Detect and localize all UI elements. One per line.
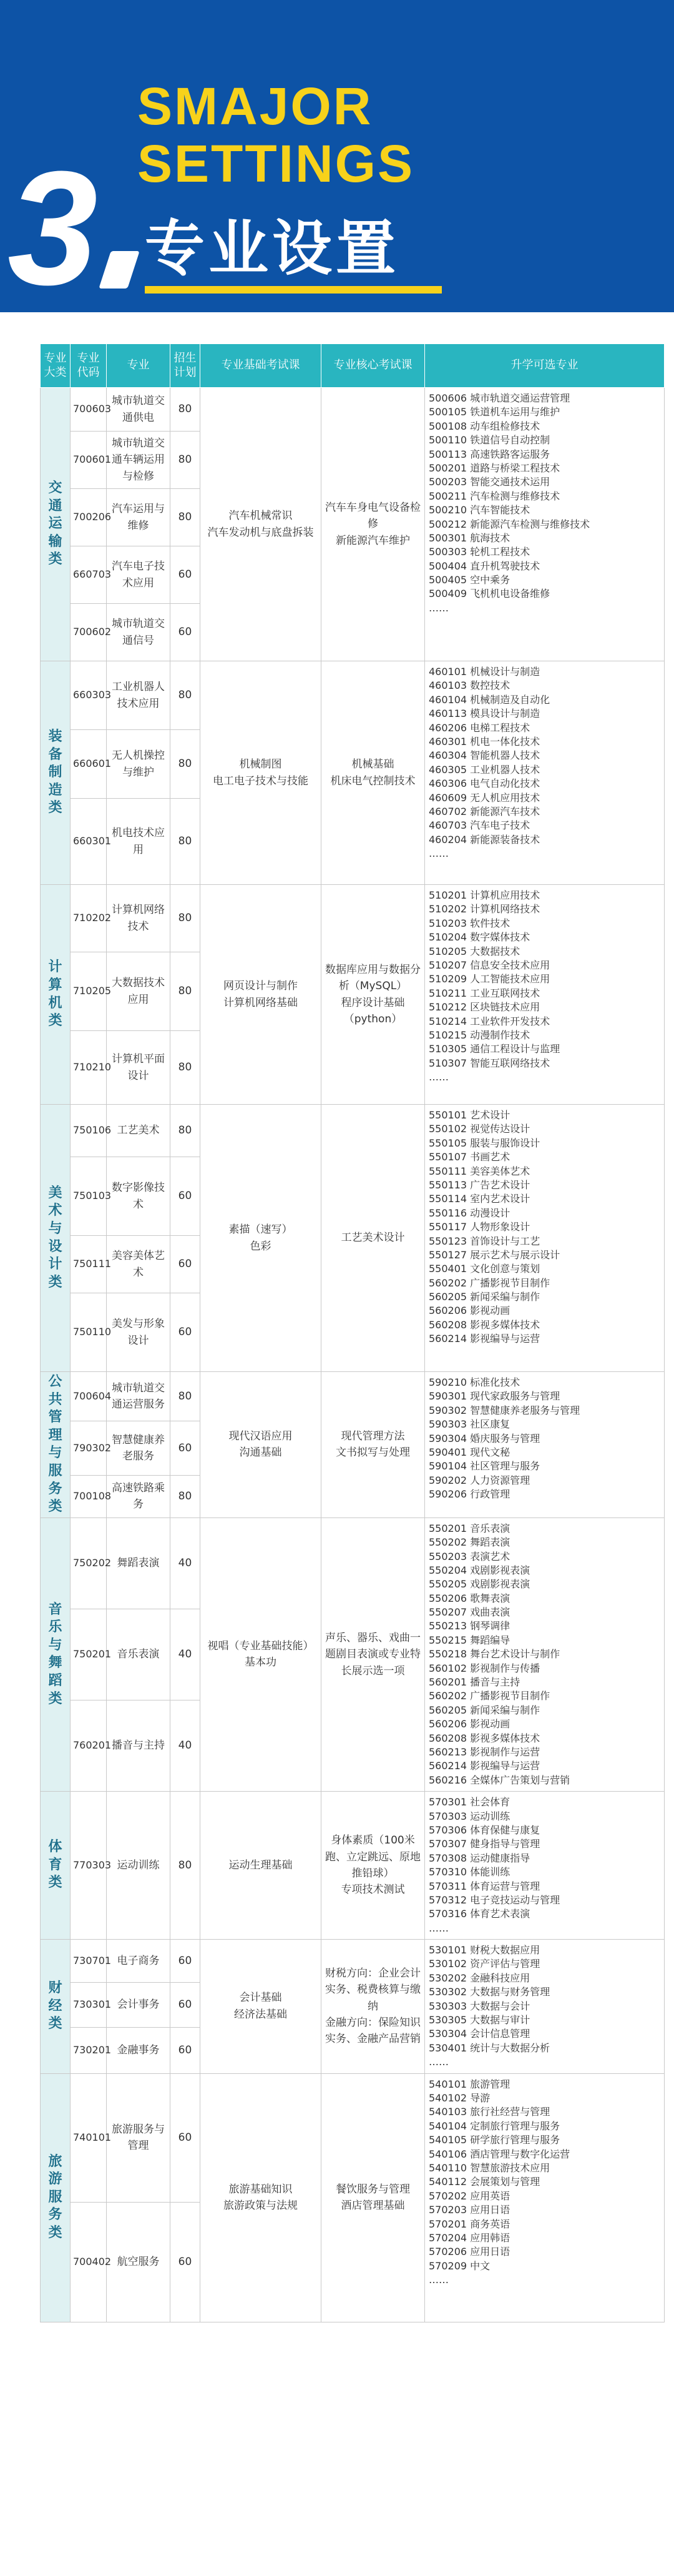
major-name: 舞蹈表演 <box>107 1517 170 1609</box>
major-name: 数字影像技术 <box>107 1157 170 1236</box>
upgrade-major-item: 560208 影视多媒体技术 <box>429 1732 540 1744</box>
category-name: 装备制造类 <box>48 729 62 816</box>
major-code: 700402 <box>71 2202 107 2322</box>
core-course: 财税方向：企业会计实务、税费核算与缴纳 金融方向：保险知识实务、金融产品营销 <box>321 1940 425 2074</box>
decorative-comma <box>99 251 139 289</box>
category-cell <box>41 388 71 661</box>
foundation-course: 素描（速写） 色彩 <box>200 1105 321 1372</box>
major-name: 城市轨道交通信号 <box>107 604 170 661</box>
upgrade-major-item: 590303 社区康复 <box>429 1418 510 1431</box>
upgrade-majors-cell <box>425 1105 665 1372</box>
upgrade-major-item: 570311 体育运营与管理 <box>429 1880 540 1892</box>
upgrade-major-item: 500108 动车组检修技术 <box>429 420 540 432</box>
table-row <box>41 1372 665 1421</box>
category-cell <box>41 2073 71 2322</box>
upgrade-major-item: 500409 飞机机电设备维修 <box>429 588 550 600</box>
upgrade-major-item: 550204 戏剧影视表演 <box>429 1564 530 1576</box>
upgrade-major-item: 500105 铁道机车运用与维护 <box>429 406 560 418</box>
upgrade-majors-cell <box>425 1940 665 2074</box>
upgrade-major-item: 570312 电子竞技运动与管理 <box>429 1893 560 1906</box>
table-header-row <box>41 344 665 388</box>
foundation-course: 运动生理基础 <box>200 1792 321 1940</box>
upgrade-major-item: 540104 定制旅行管理与服务 <box>429 2120 560 2132</box>
enrollment-plan: 80 <box>170 952 200 1031</box>
upgrade-major-item: 500606 城市轨道交通运营管理 <box>429 392 570 404</box>
enrollment-plan: 80 <box>170 799 200 885</box>
upgrade-major-item: 560214 影视编导与运营 <box>429 1760 540 1772</box>
upgrade-major-item: …… <box>429 2274 449 2286</box>
category-name: 体育类 <box>48 1839 62 1891</box>
major-code: 750201 <box>71 1609 107 1700</box>
enrollment-plan: 80 <box>170 1792 200 1940</box>
foundation-course: 视唱（专业基础技能） 基本功 <box>200 1517 321 1791</box>
upgrade-major-item: 510215 动漫制作技术 <box>429 1029 530 1041</box>
upgrade-major-item: 590301 现代家政服务与管理 <box>429 1390 560 1403</box>
upgrade-major-item: 560205 新闻采编与制作 <box>429 1291 540 1303</box>
category-name: 财经类 <box>48 1980 62 2032</box>
major-code: 700603 <box>71 388 107 432</box>
major-name: 航空服务 <box>107 2202 170 2322</box>
category-name: 计算机类 <box>48 959 62 1029</box>
upgrade-major-item: 460104 机械制造及自动化 <box>429 693 550 706</box>
enrollment-plan: 80 <box>170 1105 200 1157</box>
upgrade-major-item: 500210 汽车智能技术 <box>429 504 530 516</box>
upgrade-major-item: 550102 视觉传达设计 <box>429 1123 530 1135</box>
upgrade-major-item: 530101 财税大数据应用 <box>429 1944 540 1957</box>
upgrade-major-item: 510212 区块链技术应用 <box>429 1001 540 1014</box>
upgrade-major-item: 550111 美容美体艺术 <box>429 1165 530 1177</box>
upgrade-major-item: 560205 新闻采编与制作 <box>429 1704 540 1716</box>
upgrade-major-item: 550206 歌舞表演 <box>429 1592 510 1604</box>
major-name: 城市轨道交通供电 <box>107 388 170 432</box>
major-code: 750111 <box>71 1236 107 1293</box>
upgrade-major-item: 510214 工业软件开发技术 <box>429 1015 550 1027</box>
major-code: 700604 <box>71 1372 107 1421</box>
column-header: 专业代码 <box>71 344 107 388</box>
upgrade-major-item: 570316 体育艺术表演 <box>429 1908 530 1920</box>
major-code: 730701 <box>71 1940 107 1983</box>
upgrade-major-item: 550105 服装与服饰设计 <box>429 1137 540 1149</box>
enrollment-plan: 80 <box>170 1475 200 1517</box>
upgrade-majors-cell <box>425 1372 665 1518</box>
enrollment-plan: 40 <box>170 1609 200 1700</box>
upgrade-major-item: 570206 应用日语 <box>429 2246 510 2258</box>
upgrade-major-item: 560202 广播影视节目制作 <box>429 1690 550 1702</box>
major-code: 750110 <box>71 1293 107 1372</box>
upgrade-major-item: 570308 运动健康指导 <box>429 1852 530 1864</box>
upgrade-major-item: 550202 舞蹈表演 <box>429 1536 510 1549</box>
category-cell <box>41 1792 71 1940</box>
upgrade-major-item: 550203 表演艺术 <box>429 1550 510 1562</box>
major-code: 770303 <box>71 1792 107 1940</box>
upgrade-major-item: 530401 统计与大数据分析 <box>429 2041 550 2054</box>
upgrade-major-item: 570301 社会体育 <box>429 1796 510 1809</box>
upgrade-major-item: 530102 资产评估与管理 <box>429 1958 540 1970</box>
upgrade-major-item: …… <box>429 2056 449 2068</box>
upgrade-majors-cell <box>425 1517 665 1791</box>
enrollment-plan: 80 <box>170 489 200 546</box>
column-header: 招生计划 <box>170 344 200 388</box>
enrollment-plan: 80 <box>170 885 200 952</box>
major-name: 汽车电子技术应用 <box>107 546 170 604</box>
upgrade-major-item: 560201 播音与主持 <box>429 1676 520 1689</box>
upgrade-major-item: 560206 影视动画 <box>429 1305 510 1317</box>
category-name: 音乐与舞蹈类 <box>48 1601 62 1707</box>
enrollment-plan: 60 <box>170 1421 200 1475</box>
category-cell <box>41 885 71 1105</box>
core-course: 汽车车身电气设备检修 新能源汽车维护 <box>321 388 425 661</box>
enrollment-plan: 60 <box>170 1983 200 2028</box>
category-name: 美术与设计类 <box>48 1185 62 1290</box>
upgrade-major-item: 540102 导游 <box>429 2091 491 2104</box>
upgrade-major-item: 530302 大数据与财务管理 <box>429 1986 550 1998</box>
table-row <box>41 1940 665 1983</box>
upgrade-major-item: 510307 智能互联网络技术 <box>429 1057 550 1069</box>
upgrade-major-item: …… <box>429 847 449 860</box>
upgrade-major-item: 550116 动漫设计 <box>429 1207 510 1219</box>
major-name: 电子商务 <box>107 1940 170 1983</box>
table-row <box>41 885 665 952</box>
upgrade-major-item: 510209 人工智能技术应用 <box>429 973 550 985</box>
upgrade-major-item: 500201 道路与桥梁工程技术 <box>429 461 560 474</box>
table-row <box>41 388 665 432</box>
major-code: 710202 <box>71 885 107 952</box>
major-code: 660301 <box>71 799 107 885</box>
major-name: 工艺美术 <box>107 1105 170 1157</box>
header-title-en-line2: SETTINGS <box>137 134 415 193</box>
section-title: 专业设置 <box>145 214 399 284</box>
upgrade-majors-cell <box>425 661 665 885</box>
major-name: 播音与主持 <box>107 1700 170 1792</box>
upgrade-major-item: 550127 展示艺术与展示设计 <box>429 1248 560 1261</box>
upgrade-major-item: 550205 戏剧影视表演 <box>429 1578 530 1591</box>
core-course: 工艺美术设计 <box>321 1105 425 1372</box>
upgrade-major-item: …… <box>429 1922 449 1934</box>
upgrade-major-item: 510203 软件技术 <box>429 917 510 929</box>
upgrade-major-item: 530305 大数据与审计 <box>429 2014 530 2026</box>
upgrade-major-item: 560216 全媒体广告策划与营销 <box>429 1774 570 1786</box>
upgrade-major-item: 460609 无人机应用技术 <box>429 791 540 804</box>
major-name: 美发与形象设计 <box>107 1293 170 1372</box>
foundation-course: 旅游基础知识 旅游政策与法规 <box>200 2073 321 2322</box>
upgrade-major-item: 460101 机械设计与制造 <box>429 666 540 678</box>
major-name: 高速铁路乘务 <box>107 1475 170 1517</box>
upgrade-major-item: 550207 戏曲表演 <box>429 1606 510 1619</box>
upgrade-major-item: 460304 智能机器人技术 <box>429 749 540 762</box>
upgrade-major-item: 460305 工业机器人技术 <box>429 763 540 776</box>
enrollment-plan: 60 <box>170 2027 200 2073</box>
upgrade-major-item: 510201 计算机应用技术 <box>429 889 540 901</box>
upgrade-major-item: 560213 影视制作与运营 <box>429 1746 540 1758</box>
enrollment-plan: 60 <box>170 546 200 604</box>
upgrade-major-item: 530304 会计信息管理 <box>429 2028 530 2040</box>
category-cell <box>41 1517 71 1791</box>
enrollment-plan: 60 <box>170 1940 200 1983</box>
upgrade-major-item: 460103 数控技术 <box>429 679 510 692</box>
upgrade-major-item: 460306 电气自动化技术 <box>429 777 540 790</box>
major-name: 音乐表演 <box>107 1609 170 1700</box>
upgrade-major-item: 570204 应用韩语 <box>429 2231 510 2244</box>
upgrade-major-item: 510211 工业互联网技术 <box>429 987 540 999</box>
category-name: 旅游服务类 <box>48 2153 62 2241</box>
upgrade-major-item: 460703 汽车电子技术 <box>429 819 530 832</box>
upgrade-major-item: 570203 应用日语 <box>429 2204 510 2216</box>
enrollment-plan: 80 <box>170 1031 200 1105</box>
major-name: 大数据技术应用 <box>107 952 170 1031</box>
major-code: 730201 <box>71 2027 107 2073</box>
upgrade-major-item: 560202 广播影视节目制作 <box>429 1276 550 1289</box>
upgrade-major-item: 550218 舞台艺术设计与制作 <box>429 1648 560 1661</box>
major-name: 汽车运用与维修 <box>107 489 170 546</box>
table-row <box>41 661 665 730</box>
major-name: 计算机平面设计 <box>107 1031 170 1105</box>
upgrade-major-item: 500303 轮机工程技术 <box>429 546 530 558</box>
column-header: 专业大类 <box>41 344 71 388</box>
upgrade-major-item: …… <box>429 1071 449 1083</box>
major-code: 660703 <box>71 546 107 604</box>
table-row <box>41 1792 665 1940</box>
enrollment-plan: 80 <box>170 388 200 432</box>
upgrade-major-item: 550101 艺术设计 <box>429 1109 510 1121</box>
section-number: 3 <box>7 138 98 312</box>
upgrade-major-item: …… <box>429 601 449 614</box>
core-course: 餐饮服务与管理 酒店管理基础 <box>321 2073 425 2322</box>
major-name: 机电技术应用 <box>107 799 170 885</box>
upgrade-major-item: 560208 影视多媒体技术 <box>429 1318 540 1331</box>
major-name: 美容美体艺术 <box>107 1236 170 1293</box>
enrollment-plan: 60 <box>170 1236 200 1293</box>
upgrade-major-item: 550123 首饰设计与工艺 <box>429 1235 540 1247</box>
foundation-course: 会计基础 经济法基础 <box>200 1940 321 2074</box>
upgrade-major-item: 460702 新能源汽车技术 <box>429 805 540 817</box>
page-header <box>0 0 674 312</box>
category-cell <box>41 1105 71 1372</box>
major-name: 无人机操控与维护 <box>107 730 170 799</box>
column-header: 专业核心考试课 <box>321 344 425 388</box>
major-name: 旅游服务与管理 <box>107 2073 170 2202</box>
upgrade-major-item: 560206 影视动画 <box>429 1718 510 1730</box>
enrollment-plan: 60 <box>170 1293 200 1372</box>
major-name: 会计事务 <box>107 1983 170 2028</box>
major-code: 750106 <box>71 1105 107 1157</box>
major-code: 750202 <box>71 1517 107 1609</box>
upgrade-major-item: 500405 空中乘务 <box>429 574 510 586</box>
upgrade-majors-cell <box>425 1792 665 1940</box>
upgrade-major-item: 500212 新能源汽车检测与维修技术 <box>429 518 590 530</box>
upgrade-major-item: 540110 智慧旅游技术应用 <box>429 2161 550 2174</box>
upgrade-majors-cell <box>425 2073 665 2322</box>
category-cell <box>41 1372 71 1518</box>
upgrade-major-item: 550213 钢琴调律 <box>429 1620 510 1632</box>
upgrade-major-item: 570306 体育保健与康复 <box>429 1823 540 1836</box>
upgrade-major-item: 500203 智能交通技术运用 <box>429 476 550 488</box>
core-course: 现代管理方法 文书拟写与处理 <box>321 1372 425 1518</box>
core-course: 机械基础 机床电气控制技术 <box>321 661 425 885</box>
upgrade-major-item: 590104 社区管理与服务 <box>429 1460 540 1473</box>
column-header: 专业基础考试课 <box>200 344 321 388</box>
upgrade-major-item: 560102 影视制作与传播 <box>429 1662 540 1674</box>
upgrade-major-item: 510202 计算机网络技术 <box>429 903 540 915</box>
major-code: 790302 <box>71 1421 107 1475</box>
upgrade-major-item: 510207 信息安全技术应用 <box>429 959 550 971</box>
foundation-course: 现代汉语应用 沟通基础 <box>200 1372 321 1518</box>
core-course: 数据库应用与数据分析（MySQL） 程序设计基础（python） <box>321 885 425 1105</box>
upgrade-major-item: 540106 酒店管理与数字化运营 <box>429 2148 570 2160</box>
enrollment-plan: 60 <box>170 2202 200 2322</box>
upgrade-major-item: 460206 电梯工程技术 <box>429 721 530 734</box>
upgrade-major-item: 590401 现代文秘 <box>429 1446 510 1458</box>
major-code: 700602 <box>71 604 107 661</box>
upgrade-major-item: 560214 影视编导与运营 <box>429 1333 540 1345</box>
upgrade-major-item: 590210 标准化技术 <box>429 1376 520 1388</box>
foundation-course: 汽车机械常识 汽车发动机与底盘拆装 <box>200 388 321 661</box>
upgrade-major-item: 550117 人物形象设计 <box>429 1221 530 1233</box>
upgrade-major-item: 500301 航海技术 <box>429 531 510 544</box>
table-row <box>41 1105 665 1157</box>
enrollment-plan: 40 <box>170 1700 200 1792</box>
title-underline <box>145 286 442 294</box>
upgrade-major-item: 500110 铁道信号自动控制 <box>429 434 550 447</box>
upgrade-major-item: 550401 文化创意与策划 <box>429 1263 540 1275</box>
upgrade-major-item: 510305 通信工程设计与监理 <box>429 1043 560 1055</box>
category-cell <box>41 1940 71 2074</box>
major-code: 730301 <box>71 1983 107 2028</box>
upgrade-major-item: 590304 婚庆服务与管理 <box>429 1432 540 1444</box>
upgrade-major-item: 510205 大数据技术 <box>429 945 520 957</box>
column-header: 专业 <box>107 344 170 388</box>
upgrade-major-item: 590202 人力资源管理 <box>429 1474 530 1486</box>
enrollment-plan: 80 <box>170 661 200 730</box>
core-course: 声乐、器乐、戏曲一题剧目表演或专业特长展示选一项 <box>321 1517 425 1791</box>
upgrade-major-item: 550215 舞蹈编导 <box>429 1634 510 1646</box>
upgrade-major-item: 550201 音乐表演 <box>429 1522 510 1534</box>
enrollment-plan: 80 <box>170 432 200 489</box>
major-name: 计算机网络技术 <box>107 885 170 952</box>
foundation-course: 网页设计与制作 计算机网络基础 <box>200 885 321 1105</box>
enrollment-plan: 80 <box>170 1372 200 1421</box>
enrollment-plan: 60 <box>170 604 200 661</box>
category-name: 交通运输类 <box>48 480 62 568</box>
enrollment-plan: 80 <box>170 730 200 799</box>
major-code: 740101 <box>71 2073 107 2202</box>
major-code: 660601 <box>71 730 107 799</box>
major-code: 710210 <box>71 1031 107 1105</box>
table-row <box>41 1517 665 1609</box>
upgrade-major-item: 540103 旅行社经营与管理 <box>429 2106 550 2118</box>
upgrade-major-item: 570202 应用英语 <box>429 2189 510 2202</box>
upgrade-major-item: 550114 室内艺术设计 <box>429 1193 530 1205</box>
major-name: 工业机器人技术应用 <box>107 661 170 730</box>
major-name: 城市轨道交通运营服务 <box>107 1372 170 1421</box>
upgrade-major-item: 570310 体能训练 <box>429 1866 510 1878</box>
upgrade-major-item: 500404 直升机驾驶技术 <box>429 560 540 572</box>
upgrade-major-item: 530202 金融科技应用 <box>429 1971 530 1984</box>
column-header: 升学可选专业 <box>425 344 665 388</box>
category-cell <box>41 661 71 885</box>
upgrade-majors-cell <box>425 388 665 661</box>
upgrade-major-item: 510204 数字媒体技术 <box>429 931 530 944</box>
upgrade-major-item: 460113 模具设计与制造 <box>429 708 540 720</box>
header-title-en-line1: SMAJOR <box>137 77 373 136</box>
foundation-course: 机械制图 电工电子技术与技能 <box>200 661 321 885</box>
major-code: 660303 <box>71 661 107 730</box>
major-name: 运动训练 <box>107 1792 170 1940</box>
major-code: 700108 <box>71 1475 107 1517</box>
upgrade-major-item: 570307 健身指导与管理 <box>429 1838 540 1850</box>
major-code: 700601 <box>71 432 107 489</box>
major-name: 金融事务 <box>107 2027 170 2073</box>
upgrade-major-item: 530303 大数据与会计 <box>429 2000 530 2012</box>
major-code: 710205 <box>71 952 107 1031</box>
upgrade-major-item: 540105 研学旅行管理与服务 <box>429 2134 560 2146</box>
upgrade-major-item: 550107 书画艺术 <box>429 1151 510 1163</box>
category-name: 公共管理与服务类 <box>48 1374 62 1515</box>
upgrade-major-item: 570201 商务英语 <box>429 2218 510 2230</box>
upgrade-major-item: 540112 会展策划与管理 <box>429 2176 540 2188</box>
upgrade-major-item: 460301 机电一体化技术 <box>429 735 540 748</box>
upgrade-major-item: 500211 汽车检测与维修技术 <box>429 490 560 502</box>
upgrade-majors-cell <box>425 885 665 1105</box>
upgrade-major-item: 540101 旅游管理 <box>429 2078 510 2090</box>
upgrade-major-item: 570303 运动训练 <box>429 1810 510 1822</box>
major-code: 700206 <box>71 489 107 546</box>
major-settings-table <box>40 343 665 2322</box>
major-name: 城市轨道交通车辆运用与检修 <box>107 432 170 489</box>
upgrade-major-item: 590302 智慧健康养老服务与管理 <box>429 1404 580 1416</box>
upgrade-major-item: 550113 广告艺术设计 <box>429 1178 530 1191</box>
enrollment-plan: 60 <box>170 2073 200 2202</box>
enrollment-plan: 60 <box>170 1157 200 1236</box>
major-code: 750103 <box>71 1157 107 1236</box>
major-code: 760201 <box>71 1700 107 1792</box>
upgrade-major-item: 590206 行政管理 <box>429 1488 510 1501</box>
upgrade-major-item: 570209 中文 <box>429 2259 491 2272</box>
table-body <box>41 388 665 2322</box>
enrollment-plan: 40 <box>170 1517 200 1609</box>
upgrade-major-item: 460204 新能源装备技术 <box>429 833 540 846</box>
table-row <box>41 2073 665 2202</box>
upgrade-major-item: 500113 高速铁路客运服务 <box>429 448 550 460</box>
core-course: 身体素质（100米跑、立定跳远、原地推铅球） 专项技术测试 <box>321 1792 425 1940</box>
major-name: 智慧健康养老服务 <box>107 1421 170 1475</box>
